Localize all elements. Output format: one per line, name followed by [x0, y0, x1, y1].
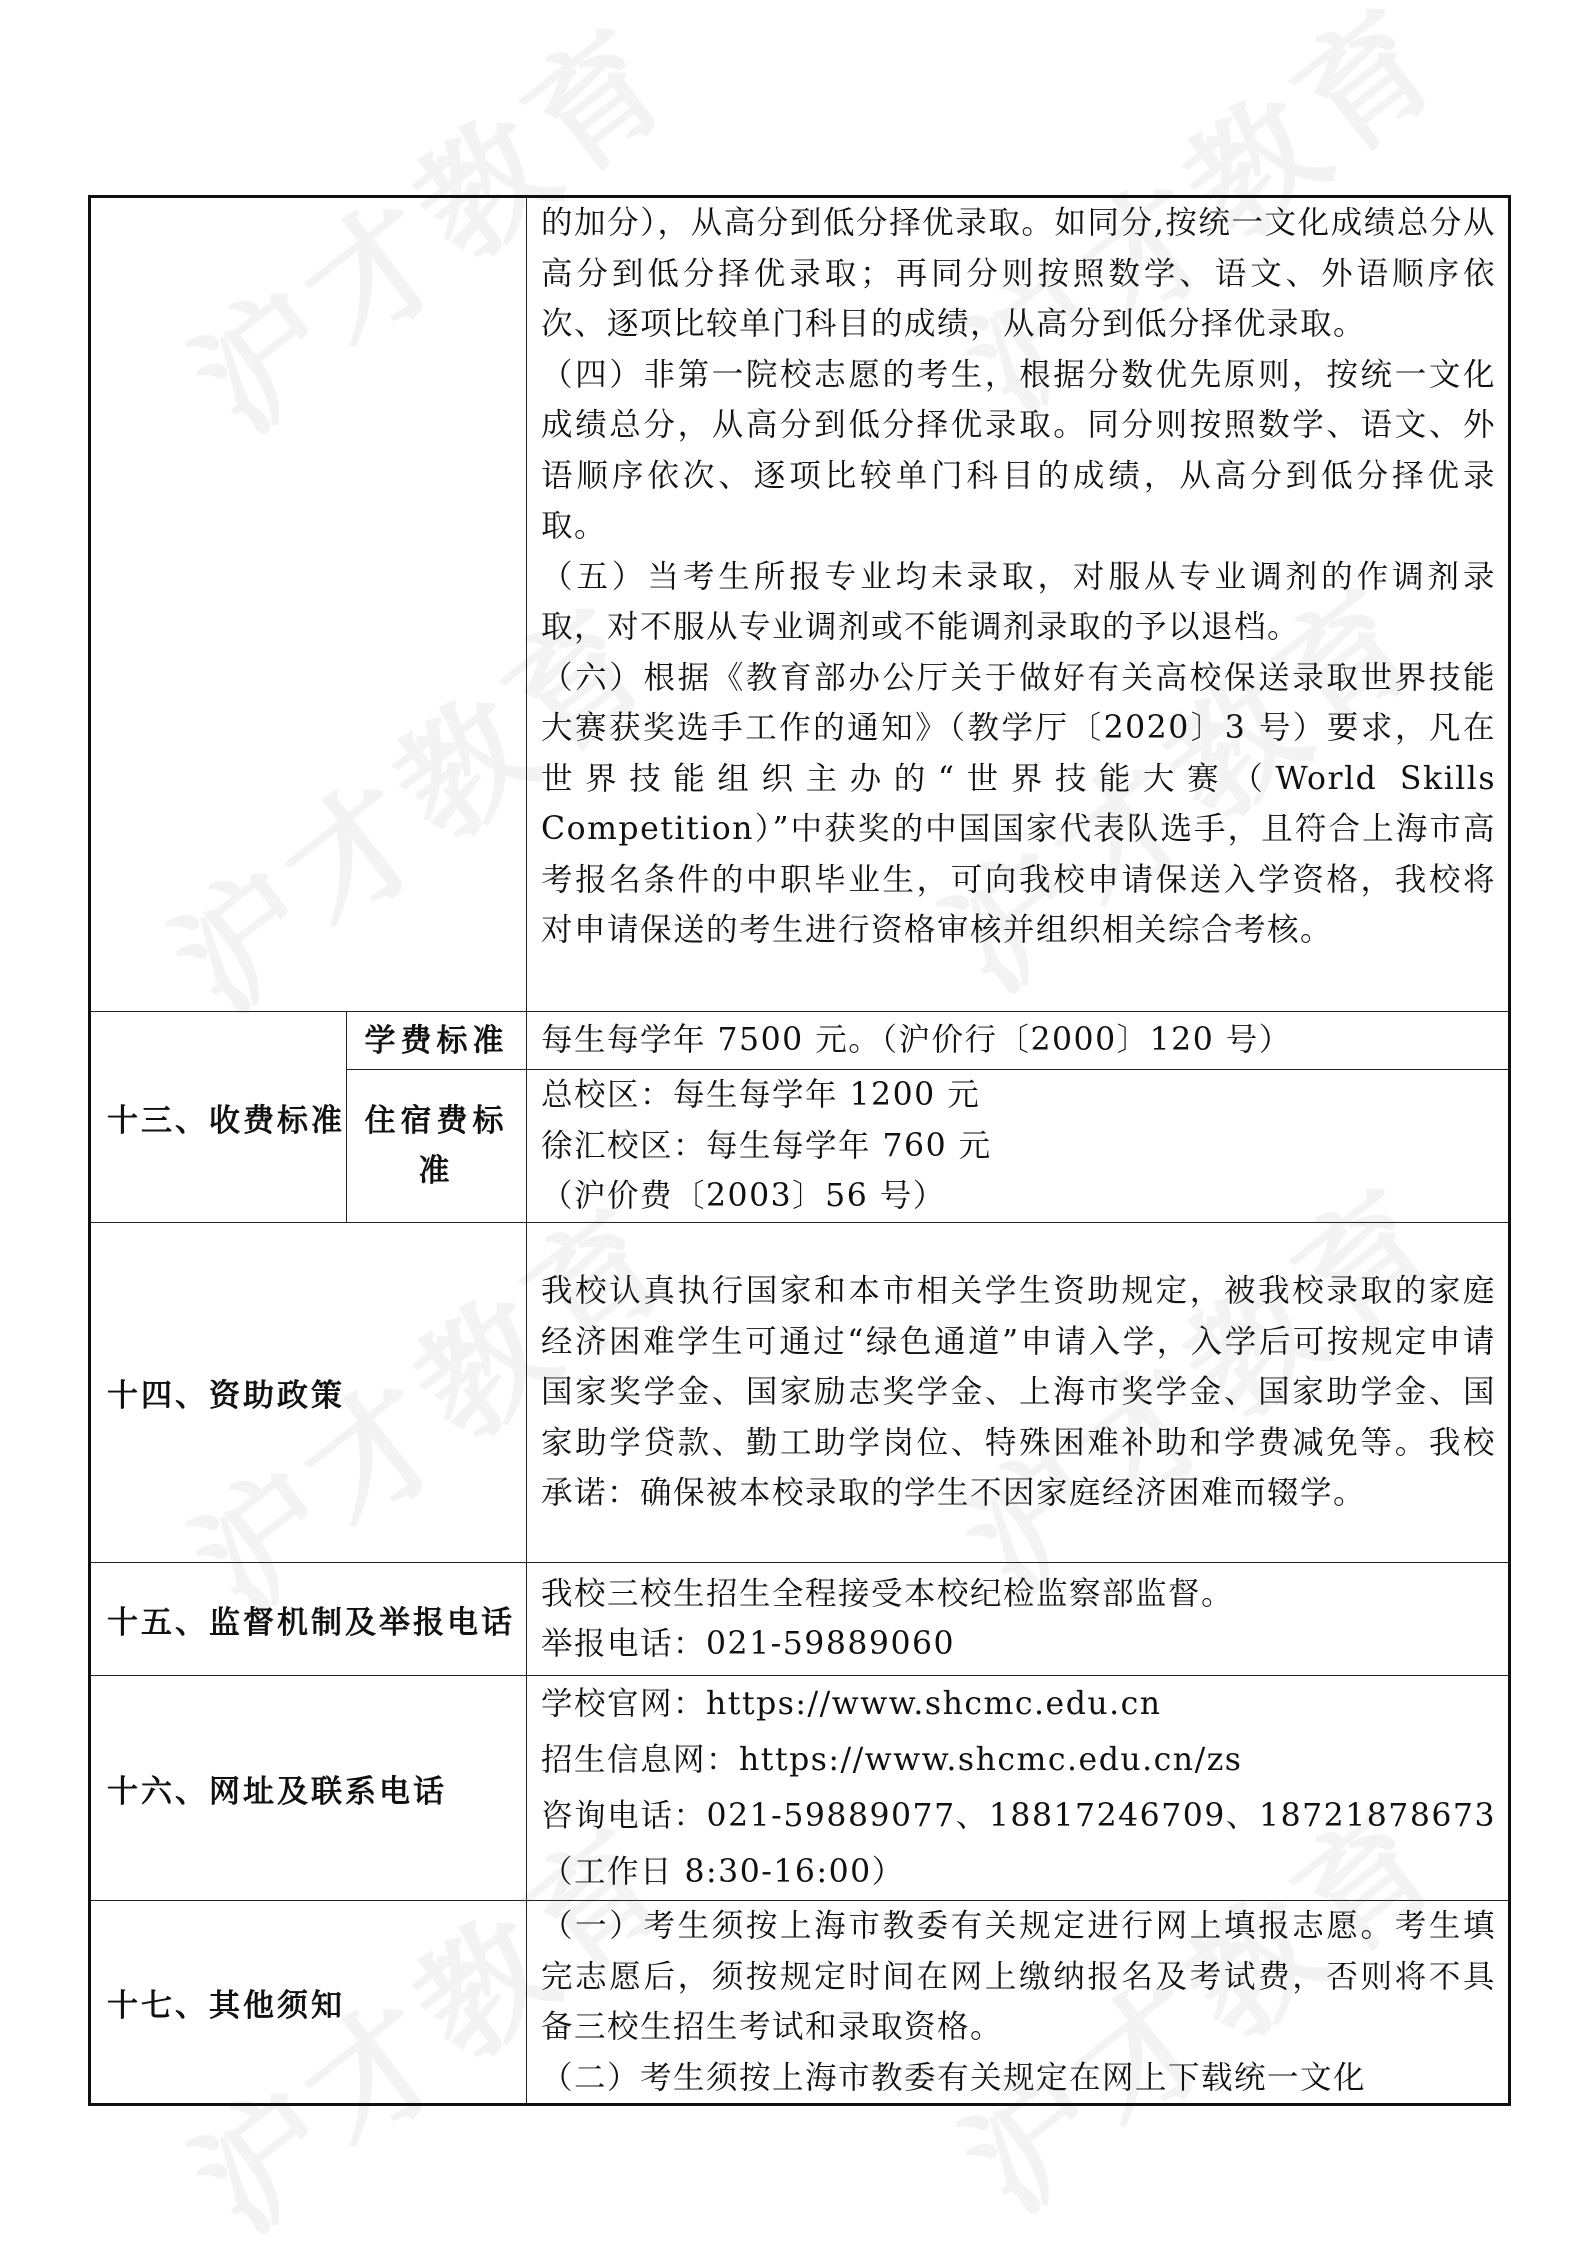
housing-line: 总校区：每生每学年 1200 元 [541, 1077, 981, 1114]
other-notes-label: 十七、其他须知 [90, 1901, 527, 2105]
fees-tuition-row [90, 1012, 1510, 1070]
admission-rules-row [90, 197, 1510, 1012]
housing-label: 住宿费标准 [347, 1070, 527, 1223]
official-website-line[interactable]: 学校官网：https://www.shcmc.edu.cn [541, 1686, 1162, 1722]
supervision-line: 我校三校生招生全程接受本校纪检监察部监督。 [541, 1575, 1235, 1612]
tuition-label: 学费标准 [347, 1012, 527, 1070]
tuition-text: 每生每学年 7500 元。（沪价行〔2000〕120 号） [527, 1012, 1510, 1070]
admission-rules-content [527, 197, 1510, 1012]
aid-row [90, 1223, 1510, 1563]
other-notes-content [527, 1901, 1510, 2105]
contact-row [90, 1676, 1510, 1901]
supervision-row [90, 1563, 1510, 1676]
supervision-content [527, 1563, 1510, 1676]
housing-content [527, 1070, 1510, 1223]
admission-rules-paragraph: （四）非第一院校志愿的考生，根据分数优先原则，按统一文化成绩总分，从高分到低分择优录取。同分则按照数学、语文、外语顺序依次、逐项比较单门科目的成绩，从高分到低分择优录取。 [541, 356, 1496, 544]
supervision-label: 十五、监督机制及举报电话 [90, 1563, 527, 1676]
contact-content [527, 1676, 1510, 1901]
admissions-info-table [88, 195, 1511, 2106]
admission-rules-paragraph: （六）根据《教育部办公厅关于做好有关高校保送录取世界技能大赛获奖选手工作的通知》（教学厅〔2020〕3 号）要求，凡在世界技能组织主办的“世界技能大赛（World Skills Competition）”中获奖的中国国家代表队选手，且符合上海市高考报名条件的中职毕业生，可向我校申请保送入学资格，我校将对申请保送的考生进行资格审核并组织相关综合考核。 [541, 659, 1496, 948]
housing-line: 徐汇校区：每生每学年 760 元 [541, 1127, 992, 1164]
contact-label: 十六、网址及联系电话 [90, 1676, 527, 1901]
admissions-website-line[interactable]: 招生信息网：https://www.shcmc.edu.cn/zs [541, 1742, 1243, 1778]
other-notes-paragraph: （一）考生须按上海市教委有关规定进行网上填报志愿。考生填完志愿后，须按规定时间在网上缴纳报名及考试费，否则将不具备三校生招生考试和录取资格。 [541, 1908, 1496, 2045]
housing-line: （沪价费〔2003〕56 号） [541, 1178, 946, 1215]
admission-rules-label-cell [90, 197, 527, 1012]
aid-text: 我校认真执行国家和本市相关学生资助规定，被我校录取的家庭经济困难学生可通过“绿色通道”申请入学，入学后可按规定申请国家奖学金、国家励志奖学金、上海市奖学金、国家助学金、国家助学贷款、勤工助学岗位、特殊困难补助和学费减免等。我校承诺：确保被本校录取的学生不因家庭经济困难而辍学。 [527, 1223, 1510, 1563]
admission-rules-paragraph: 的加分），从高分到低分择优录取。如同分,按统一文化成绩总分从高分到低分择优录取；再同分则按照数学、语文、外语顺序依次、逐项比较单门科目的成绩，从高分到低分择优录取。 [541, 205, 1496, 342]
aid-label: 十四、资助政策 [90, 1223, 527, 1563]
consult-phone-line: 咨询电话：021-59889077、18817246709、18721878673（工作日 8:30-16:00） [541, 1798, 1496, 1890]
other-notes-paragraph: （二）考生须按上海市教委有关规定在网上下载统一文化 [541, 2059, 1367, 2096]
fees-label: 十三、收费标准 [90, 1012, 347, 1223]
supervision-line: 举报电话：021-59889060 [541, 1626, 956, 1662]
other-notes-row [90, 1901, 1510, 2105]
admission-rules-paragraph: （五）当考生所报专业均未录取，对服从专业调剂的作调剂录取，对不服从专业调剂或不能调剂录取的予以退档。 [541, 558, 1496, 645]
